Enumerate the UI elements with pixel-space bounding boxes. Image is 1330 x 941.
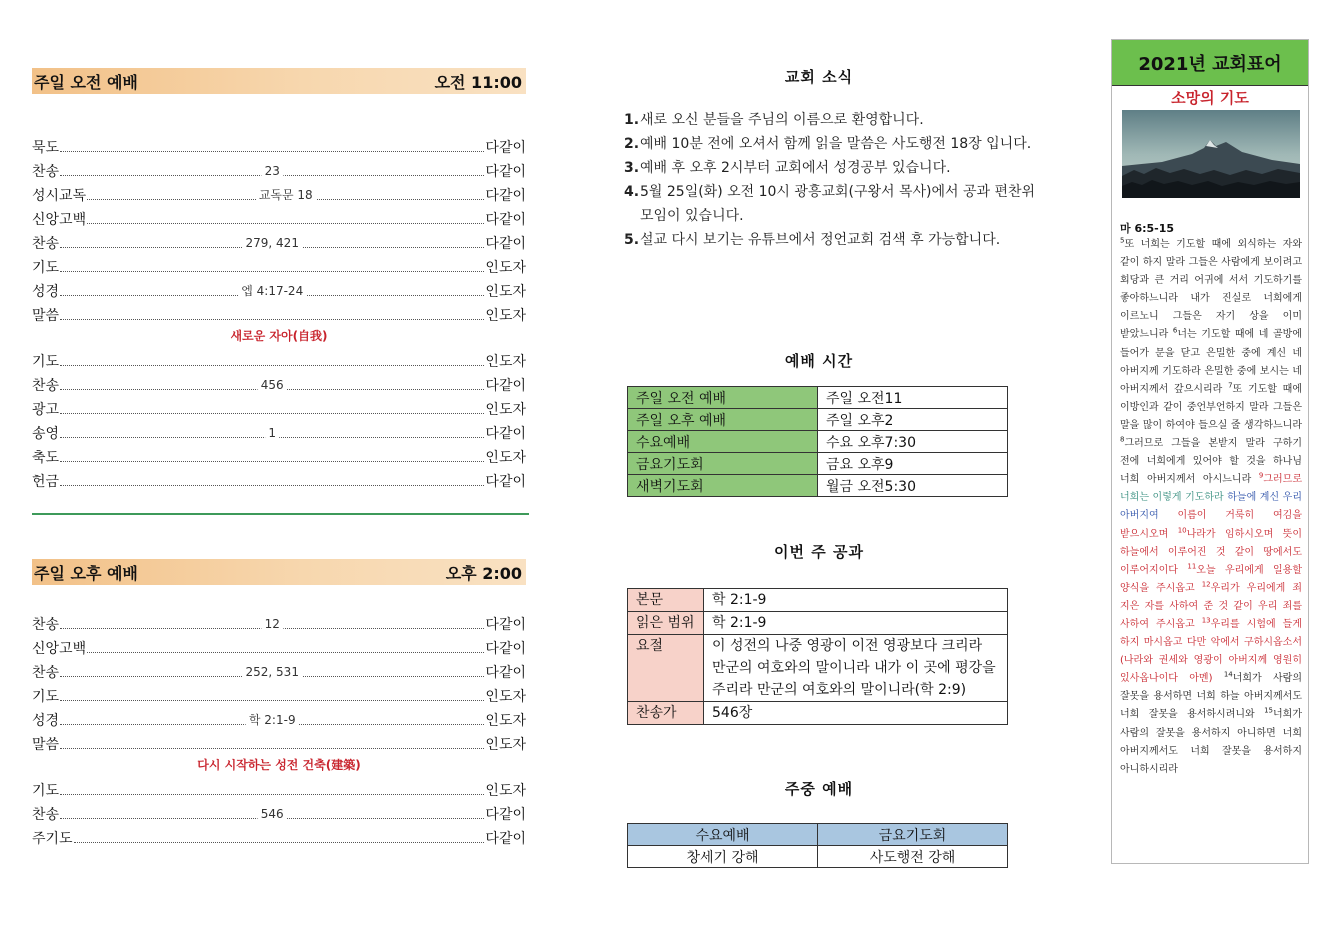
news-item-number: 5. (624, 232, 640, 248)
order-item-leader: 다같이 (485, 140, 526, 156)
order-item-leader: 다같이 (485, 474, 526, 490)
dotted-leader (60, 781, 484, 795)
order-item-name: 말씀 (32, 737, 60, 753)
order-item-name: 찬송 (32, 807, 60, 823)
worship-time-row-value: 금요 오후9 (818, 453, 1008, 475)
order-item-reference: 546 (258, 807, 287, 821)
order-item-leader: 다같이 (485, 831, 526, 847)
verse-number: 11 (1187, 562, 1197, 571)
order-item-reference: 23 (262, 164, 283, 178)
order-row (32, 706, 526, 730)
afternoon-sermon-title: 다시 시작하는 성전 건축(建築) (197, 758, 361, 772)
order-row (32, 776, 526, 800)
news-item-text: 설교 다시 보기는 유튜브에서 정언교회 검색 후 가능합니다. (640, 232, 1001, 248)
order-item-leader: 인도자 (485, 354, 526, 370)
midweek-title: 주중 예배 (784, 780, 854, 798)
order-item-name: 말씀 (32, 308, 60, 324)
verse-segment: 우리를 시험에 들게 하지 마시옵고 다만 악에서 구하시옵소서 (나라와 권세와 영광이 아버지께 영원히 있사옵나이다 아멘) (1120, 618, 1303, 685)
order-item-name: 찬송 (32, 665, 60, 681)
dotted-leader (60, 663, 484, 677)
dotted-leader (60, 282, 484, 296)
order-item-leader: 다같이 (485, 188, 526, 204)
lesson-row-label: 찬송가 (628, 702, 704, 725)
worship-time-row-label: 주일 오후 예배 (628, 409, 818, 431)
verse-segment: 우리가 우리에게 죄 지은 자를 사하여 준 것 같이 우리 죄를 사하여 주시옵고 (1120, 582, 1303, 630)
dotted-leader (60, 306, 484, 320)
morning-service-title: 주일 오전 예배 (34, 72, 138, 92)
lesson-row-value: 학 2:1-9 (704, 612, 1008, 635)
worship-times-title: 예배 시간 (784, 352, 854, 370)
worship-time-row (628, 387, 1008, 409)
order-row (32, 347, 526, 371)
order-item-name: 기도 (32, 354, 60, 370)
verse-number: 10 (1177, 526, 1187, 535)
verse-number: 6 (1172, 327, 1178, 336)
order-item-name: 성시교독 (32, 188, 87, 204)
order-row (32, 610, 526, 634)
verse-segment: 너희가 사람의 잘못을 용서하면 너희 하늘 아버지께서도 너희 잘못을 용서하시려니와 (1120, 673, 1303, 721)
dotted-leader (60, 258, 484, 272)
verse-segment: 너희는 이렇게 기도하라 (1120, 492, 1228, 504)
verse-segment: 그러므로 (1263, 474, 1302, 486)
dotted-leader (60, 400, 484, 414)
news-item (624, 228, 1044, 252)
dotted-leader (60, 711, 484, 725)
order-item-name: 찬송 (32, 164, 60, 180)
dotted-leader (87, 186, 484, 200)
news-item-text: 예배 10분 전에 오셔서 함께 읽을 말씀은 사도행전 18장 입니다. (640, 136, 1032, 152)
mountain-landscape-image (1122, 110, 1300, 198)
lesson-row (628, 612, 1008, 635)
order-row (32, 133, 526, 157)
motto-subtitle: 소망의 기도 (1171, 89, 1249, 107)
order-row (32, 800, 526, 824)
verse-number: 7 (1228, 381, 1233, 390)
verse-number: 9 (1258, 471, 1264, 480)
dotted-leader (60, 424, 484, 438)
dotted-leader (60, 687, 484, 701)
dotted-leader (60, 805, 484, 819)
worship-time-row-value: 주일 오전11 (818, 387, 1008, 409)
verse-segment: 너는 기도할 때에 네 골방에 들어가 문을 닫고 은밀한 중에 계신 네 아버지께 기도하라 은밀한 중에 보시는 네 아버지께서 갚으시리라 (1120, 329, 1302, 395)
news-item-number: 4. (624, 184, 640, 200)
verse-number: 14 (1223, 670, 1233, 679)
order-row (32, 634, 526, 658)
order-item-name: 송영 (32, 426, 60, 442)
order-item-leader: 다같이 (485, 378, 526, 394)
order-item-leader: 인도자 (485, 308, 526, 324)
morning-service-header (32, 68, 526, 94)
motto-verse-reference: 마 6:5-15 (1120, 222, 1175, 235)
dotted-leader (60, 735, 484, 749)
order-row (32, 229, 526, 253)
afternoon-order-list (32, 610, 526, 848)
news-item-text: 새로 오신 분들을 주님의 이름으로 환영합니다. (640, 112, 924, 128)
verse-segment: 이름이 거룩히 여김을 받으시오며 (1120, 510, 1302, 540)
dotted-leader (60, 352, 484, 366)
news-item-text: 예배 후 오후 2시부터 교회에서 성경공부 있습니다. (640, 160, 951, 176)
midweek-header-friday: 금요기도회 (818, 824, 1008, 846)
order-row (32, 395, 526, 419)
order-row (32, 301, 526, 325)
order-item-leader: 다같이 (485, 617, 526, 633)
order-item-name: 찬송 (32, 236, 60, 252)
worship-times-table (627, 386, 1008, 497)
order-item-leader: 다같이 (485, 807, 526, 823)
order-item-reference: 학 2:1-9 (246, 713, 299, 727)
verse-segment: 그러므로 그들을 본받지 말라 구하기 전에 너희에게 있어야 할 것을 하나님 너희 아버지께서 아시느니라 (1120, 438, 1302, 486)
worship-time-row-label: 새벽기도회 (628, 475, 818, 497)
order-item-leader: 다같이 (485, 236, 526, 252)
morning-service-time: 오전 11:00 (434, 72, 522, 92)
order-row (32, 277, 526, 301)
order-item-leader: 인도자 (485, 450, 526, 466)
order-item-reference: 엡 4:17-24 (238, 284, 306, 298)
order-row (32, 157, 526, 181)
dotted-leader (60, 162, 484, 176)
order-item-name: 찬송 (32, 617, 60, 633)
afternoon-service-time: 오후 2:00 (445, 563, 522, 583)
news-item (624, 180, 1044, 228)
verse-segment: 하늘에 계신 우리 아버지여 (1120, 492, 1302, 522)
order-item-name: 기도 (32, 689, 60, 705)
lesson-row (628, 635, 1008, 702)
order-item-leader: 다같이 (485, 426, 526, 442)
order-item-leader: 다같이 (485, 164, 526, 180)
lesson-row (628, 589, 1008, 612)
order-row (32, 730, 526, 754)
order-item-reference: 1 (265, 426, 279, 440)
afternoon-service-header (32, 559, 526, 585)
order-item-leader: 인도자 (485, 402, 526, 418)
morning-sermon-title: 새로운 자아(自我) (230, 329, 328, 343)
lesson-row-label: 본문 (628, 589, 704, 612)
news-item (624, 132, 1044, 156)
order-item-name: 기도 (32, 783, 60, 799)
dotted-leader (60, 448, 484, 462)
order-item-leader: 인도자 (485, 284, 526, 300)
verse-number: 12 (1201, 580, 1211, 589)
order-item-name: 묵도 (32, 140, 60, 156)
midweek-header-wednesday: 수요예배 (628, 824, 818, 846)
order-item-name: 기도 (32, 260, 60, 276)
verse-segment: 너희가 사람의 잘못을 용서하지 아니하면 너희 아버지께서도 너희 잘못을 용서하지 아니하시리라 (1120, 709, 1302, 775)
order-item-reference: 교독문 18 (256, 188, 316, 202)
dotted-leader (60, 376, 484, 390)
morning-order-list (32, 133, 526, 491)
lesson-row-value: 학 2:1-9 (704, 589, 1008, 612)
verse-segment: 또 기도할 때에 이방인과 같이 중언부언하지 말라 그들은 말을 많이 하여야 들으실 줄 생각하느니라 (1120, 383, 1302, 431)
news-title: 교회 소식 (784, 68, 854, 86)
dotted-leader (74, 829, 485, 843)
worship-time-row-label: 수요예배 (628, 431, 818, 453)
midweek-value-wednesday: 창세기 강해 (628, 846, 818, 868)
news-item-number: 1. (624, 112, 640, 128)
dotted-leader (60, 472, 484, 486)
worship-time-row (628, 431, 1008, 453)
section-divider (32, 513, 529, 515)
motto-title: 2021년 교회표어 (1112, 40, 1308, 86)
order-item-name: 찬송 (32, 378, 60, 394)
dotted-leader (60, 234, 484, 248)
motto-panel (1111, 39, 1309, 864)
order-item-reference: 456 (258, 378, 287, 392)
dotted-leader (87, 639, 484, 653)
order-item-leader: 인도자 (485, 689, 526, 705)
verse-number: 15 (1264, 707, 1274, 716)
midweek-value-friday: 사도행전 강해 (818, 846, 1008, 868)
order-item-reference: 12 (262, 617, 283, 631)
lesson-row-label: 요절 (628, 635, 704, 702)
verse-number: 8 (1120, 435, 1125, 444)
worship-time-row (628, 409, 1008, 431)
worship-time-row-label: 금요기도회 (628, 453, 818, 475)
lesson-row-value: 546장 (704, 702, 1008, 725)
verse-segment: 나라가 임하시오며 뜻이 하늘에서 이루어진 것 같이 땅에서도 이루어지이다 (1120, 528, 1302, 576)
worship-time-row-value: 월금 오전5:30 (818, 475, 1008, 497)
order-item-leader: 인도자 (485, 737, 526, 753)
order-item-name: 주기도 (32, 831, 73, 847)
order-item-reference: 279, 421 (243, 236, 302, 250)
worship-time-row-value: 주일 오후2 (818, 409, 1008, 431)
order-item-leader: 다같이 (485, 212, 526, 228)
verse-segment: 또 너희는 기도할 때에 외식하는 자와 같이 하지 말라 그들은 사람에게 보이려고 회당과 큰 거리 어귀에 서서 기도하기를 좋아하느니라 내가 진실로 너희에게 이르노니 그들은 자기 상을 이미 받았느니라 (1120, 239, 1302, 341)
news-item (624, 156, 1044, 180)
verse-segment: 오늘 우리에게 일용할 양식을 주시옵고 (1120, 564, 1302, 594)
news-item (624, 108, 1044, 132)
order-row (32, 181, 526, 205)
lesson-row (628, 702, 1008, 725)
order-item-leader: 인도자 (485, 260, 526, 276)
order-row (32, 443, 526, 467)
order-item-reference: 252, 531 (243, 665, 302, 679)
order-item-name: 축도 (32, 450, 60, 466)
order-item-name: 신앙고백 (32, 212, 87, 228)
order-item-name: 광고 (32, 402, 60, 418)
news-item-number: 2. (624, 136, 640, 152)
order-row (32, 467, 526, 491)
midweek-table (627, 823, 1008, 868)
order-item-leader: 인도자 (485, 783, 526, 799)
worship-time-row-value: 수요 오후7:30 (818, 431, 1008, 453)
order-item-leader: 인도자 (485, 713, 526, 729)
verse-number: 13 (1201, 616, 1211, 625)
worship-time-row (628, 453, 1008, 475)
lesson-title: 이번 주 공과 (774, 543, 864, 561)
lesson-table (627, 588, 1008, 725)
order-item-leader: 다같이 (485, 665, 526, 681)
dotted-leader (60, 138, 484, 152)
order-row (32, 682, 526, 706)
order-row (32, 205, 526, 229)
order-row (32, 419, 526, 443)
order-row (32, 253, 526, 277)
dotted-leader (60, 615, 484, 629)
order-row (32, 824, 526, 848)
worship-time-row-label: 주일 오전 예배 (628, 387, 818, 409)
order-item-name: 신앙고백 (32, 641, 87, 657)
order-item-name: 성경 (32, 713, 60, 729)
news-list (624, 108, 1044, 252)
lesson-row-value: 이 성전의 나중 영광이 이전 영광보다 크리라 만군의 여호와의 말이니라 내가 이 곳에 평강을 주리라 만군의 여호와의 말이니라(학 2:9) (704, 635, 1008, 702)
order-row (32, 658, 526, 682)
news-item-number: 3. (624, 160, 640, 176)
order-item-leader: 다같이 (485, 641, 526, 657)
worship-time-row (628, 475, 1008, 497)
afternoon-service-title: 주일 오후 예배 (34, 563, 138, 583)
order-row (32, 371, 526, 395)
verse-number: 5 (1120, 236, 1125, 245)
order-item-name: 성경 (32, 284, 60, 300)
lesson-row-label: 읽은 범위 (628, 612, 704, 635)
dotted-leader (87, 210, 484, 224)
order-item-name: 헌금 (32, 474, 60, 490)
motto-verse-text (1120, 236, 1302, 779)
news-item-text: 5월 25일(화) 오전 10시 광흥교회(구왕서 목사)에서 공과 편찬위 모임이 있습니다. (640, 184, 1036, 224)
